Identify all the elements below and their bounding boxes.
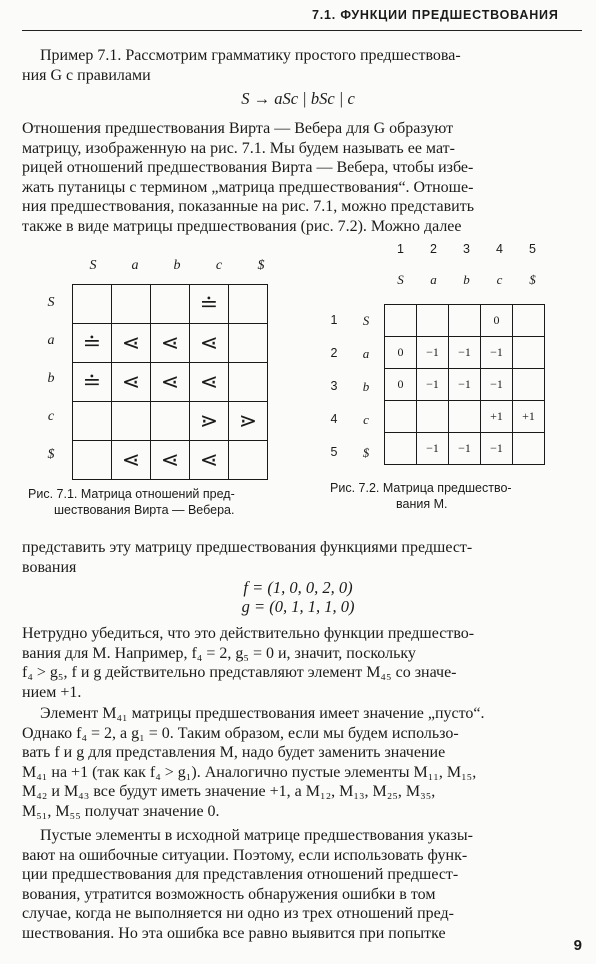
fig2-cell: −1	[481, 337, 513, 369]
para6-line-4: вования, утратится возможность обнаружения ошибки в том	[22, 885, 436, 903]
fig1-cell: ⋖	[112, 441, 151, 480]
fig2-cell	[513, 305, 545, 337]
paragraph-6	[22, 826, 578, 943]
fig2-col-number: 4	[496, 242, 503, 256]
fig2-row-header: a	[362, 346, 370, 361]
intro-paragraph	[22, 46, 578, 85]
fig1-col-header: a	[131, 258, 139, 273]
fig2-col-number: 1	[397, 242, 404, 256]
fig1-row	[73, 402, 268, 441]
function-g: g = (0, 1, 1, 1, 0)	[241, 597, 355, 616]
fig2-row-number: 1	[330, 313, 338, 327]
para2-line-6: также в виде матрицы предшествования (рис. 7.2). Можно далее	[22, 217, 462, 235]
fig2-col-header: a	[430, 272, 437, 287]
para5-line-5: M₄₂ и M₄₃ все будут иметь значение +1, а M₁₂, M₁₃, M₂₅, M₃₅,	[22, 783, 436, 800]
fig2-row-header: b	[362, 379, 370, 394]
para4-line-2: вания для M. Например, f₄ = 2, g₅ = 0 и, значит, поскольку	[22, 644, 416, 662]
fig1-row-header: a	[47, 333, 55, 348]
fig1-row-header: $	[47, 447, 55, 462]
fig2-cell	[417, 305, 449, 337]
fig1-cell	[151, 402, 190, 441]
paragraph-5	[22, 704, 578, 821]
running-header: 7.1. ФУНКЦИИ ПРЕДШЕСТВОВАНИЯ	[312, 8, 559, 22]
fig1-column-headers	[72, 258, 282, 274]
para6-line-3: ции предшествования для представления отношений предшест-	[22, 866, 459, 883]
fig2-precedence-matrix	[384, 304, 545, 465]
fig2-cell: 0	[385, 369, 417, 401]
para6-line-2: вают на ошибочные ситуации. Поэтому, если использовать функ-	[22, 846, 468, 864]
fig1-relation-matrix	[72, 284, 268, 480]
fig2-row-header: S	[362, 313, 370, 328]
header-rule	[22, 30, 582, 31]
fig2-cell: 0	[481, 305, 513, 337]
fig2-column-numbers	[384, 242, 574, 256]
para6-line-5: случае, когда не выполняется ни одно из трех отношений пред-	[22, 905, 454, 922]
fig1-row-header: b	[47, 371, 55, 386]
page-number: 9	[573, 937, 582, 954]
fig1-row-header: S	[47, 295, 55, 310]
para2-line-5: ния предшествования, показанные на рис. 7.1, можно представить	[22, 198, 475, 215]
para2-line-4: жать путаницы с термином „матрица предшествования“. Отноше-	[22, 178, 474, 196]
fig1-cell: ⋖	[151, 441, 190, 480]
fig2-cell	[449, 305, 481, 337]
fig1-cell	[229, 285, 268, 324]
fig2-row-number: 3	[330, 379, 338, 393]
intro-line-2: ния G с правилами	[22, 66, 151, 84]
fig1-cell: ⋖	[190, 363, 229, 402]
intro-line-1: Пример 7.1. Рассмотрим грамматику простого предшествова-	[40, 47, 461, 64]
fig1-cell: ⋖	[190, 441, 229, 480]
fig2-cell	[385, 401, 417, 433]
fig1-caption-line: Рис. 7.1. Матрица отношений пред-	[28, 487, 235, 501]
fig1-col-header: S	[89, 258, 97, 273]
figure-7-1	[40, 258, 280, 478]
fig2-row	[385, 433, 545, 465]
para6-line-1: Пустые элементы в исходной матрице предшествования указы-	[40, 827, 473, 844]
para5-line-3: вать f и g для представления M, надо будет заменить значение	[22, 744, 446, 761]
fig1-cell: ⋖	[112, 324, 151, 363]
fig1-cell: ≐	[73, 324, 112, 363]
para2-line-3: рицей отношений предшествования Вирта — Вебера, чтобы избе-	[22, 159, 474, 176]
fig2-row	[385, 305, 545, 337]
paragraph-2	[22, 119, 578, 236]
para4-line-1: Нетрудно убедиться, что это действительно функции предшество-	[22, 625, 475, 642]
fig1-cell	[151, 285, 190, 324]
fig2-cell: −1	[481, 433, 513, 465]
fig1-cell	[112, 285, 151, 324]
figure-7-2	[326, 242, 566, 472]
fig1-cell: ≐	[190, 285, 229, 324]
fig2-cell	[417, 401, 449, 433]
fig1-row	[73, 363, 268, 402]
fig1-cell	[73, 402, 112, 441]
fig1-row-header: c	[47, 409, 55, 424]
fig2-col-header: c	[496, 272, 503, 287]
fig1-row	[73, 324, 268, 363]
fig1-cell: ⋖	[112, 363, 151, 402]
fig2-cell: −1	[417, 433, 449, 465]
fig2-cell	[449, 401, 481, 433]
fig2-cell	[513, 369, 545, 401]
fig2-col-number: 2	[430, 242, 437, 256]
fig2-cell: −1	[449, 337, 481, 369]
fig1-col-header: c	[215, 258, 223, 273]
fig2-col-number: 3	[463, 242, 470, 256]
fig2-cell: −1	[417, 369, 449, 401]
paragraph-4	[22, 624, 578, 702]
fig2-col-number: 5	[529, 242, 536, 256]
fig2-row-number: 2	[330, 346, 338, 360]
fig2-cell	[513, 337, 545, 369]
para3-line-2: вования	[22, 558, 77, 576]
fig2-cell: −1	[449, 369, 481, 401]
fig2-cell: −1	[417, 337, 449, 369]
fig2-cell: 0	[385, 337, 417, 369]
fig1-col-header: b	[173, 258, 181, 273]
fig1-col-header: $	[257, 258, 265, 273]
fig1-cell: ≐	[73, 363, 112, 402]
para6-line-6: шествования. Но эта ошибка все равно выявится при попытке	[22, 924, 446, 942]
fig1-caption-line: шествования Вирта — Вебера.	[54, 503, 235, 517]
fig1-cell: ⋗	[190, 402, 229, 441]
para5-line-1: Элемент M₄₁ матрицы предшествования имеет значение „пусто“.	[40, 705, 485, 722]
fig2-row-numbers	[326, 304, 342, 469]
fig2-row	[385, 337, 545, 369]
fig2-cell	[513, 433, 545, 465]
fig1-cell	[229, 363, 268, 402]
fig2-cell	[385, 433, 417, 465]
fig2-row-number: 5	[330, 445, 338, 459]
fig2-col-header: $	[529, 272, 536, 287]
paragraph-3	[22, 538, 578, 577]
fig1-caption	[28, 486, 290, 518]
para3-line-1: представить эту матрицу предшествования функциями предшест-	[22, 539, 473, 556]
fig1-row-headers	[40, 284, 62, 474]
fig1-cell: ⋖	[151, 324, 190, 363]
fig1-cell	[73, 441, 112, 480]
fig2-cell	[385, 305, 417, 337]
para2-line-1: Отношения предшествования Вирта — Вебера для G образуют	[22, 120, 454, 137]
fig1-cell: ⋗	[229, 402, 268, 441]
para5-line-2: Однако f₄ = 2, а g₁ = 0. Таким образом, если мы будем использо-	[22, 724, 459, 742]
fig2-col-header: S	[397, 272, 404, 287]
function-f: f = (1, 0, 0, 2, 0)	[243, 578, 353, 597]
para2-line-2: матрицу, изображенную на рис. 7.1. Мы будем называть ее мат-	[22, 139, 455, 157]
fig2-caption	[330, 480, 580, 512]
fig1-cell	[229, 441, 268, 480]
fig2-col-header: b	[463, 272, 470, 287]
fig1-cell: ⋖	[151, 363, 190, 402]
fig2-caption-line: Рис. 7.2. Матрица предшество-	[330, 481, 512, 495]
fig2-row-header: c	[363, 412, 369, 427]
fig1-row	[73, 441, 268, 480]
fig2-row-number: 4	[330, 412, 338, 426]
para5-line-6: M₅₁, M₅₅ получат значение 0.	[22, 802, 220, 820]
fig1-cell	[73, 285, 112, 324]
fig2-cell: +1	[513, 401, 545, 433]
fig2-cell: −1	[449, 433, 481, 465]
para4-line-4: нием +1.	[22, 683, 82, 701]
fig2-column-headers	[384, 272, 574, 288]
fig2-cell: +1	[481, 401, 513, 433]
para5-line-4: M₄₁ на +1 (так как f₄ > g₁). Аналогично пустые элементы M₁₁, M₁₅,	[22, 763, 477, 781]
fig1-cell: ⋖	[190, 324, 229, 363]
fig2-row	[385, 369, 545, 401]
fig2-row	[385, 401, 545, 433]
fig1-cell	[229, 324, 268, 363]
fig2-row-headers	[356, 304, 376, 469]
fig2-row-header: $	[362, 445, 370, 460]
grammar-rules: S → aSc | bSc | c	[241, 89, 355, 108]
para4-line-3: f₄ > g₅, f и g действительно представляют элемент M₄₅ со значе-	[22, 664, 457, 681]
fig2-caption-line: вания M.	[396, 497, 448, 511]
fig1-row	[73, 285, 268, 324]
fig2-cell: −1	[481, 369, 513, 401]
fig1-cell	[112, 402, 151, 441]
